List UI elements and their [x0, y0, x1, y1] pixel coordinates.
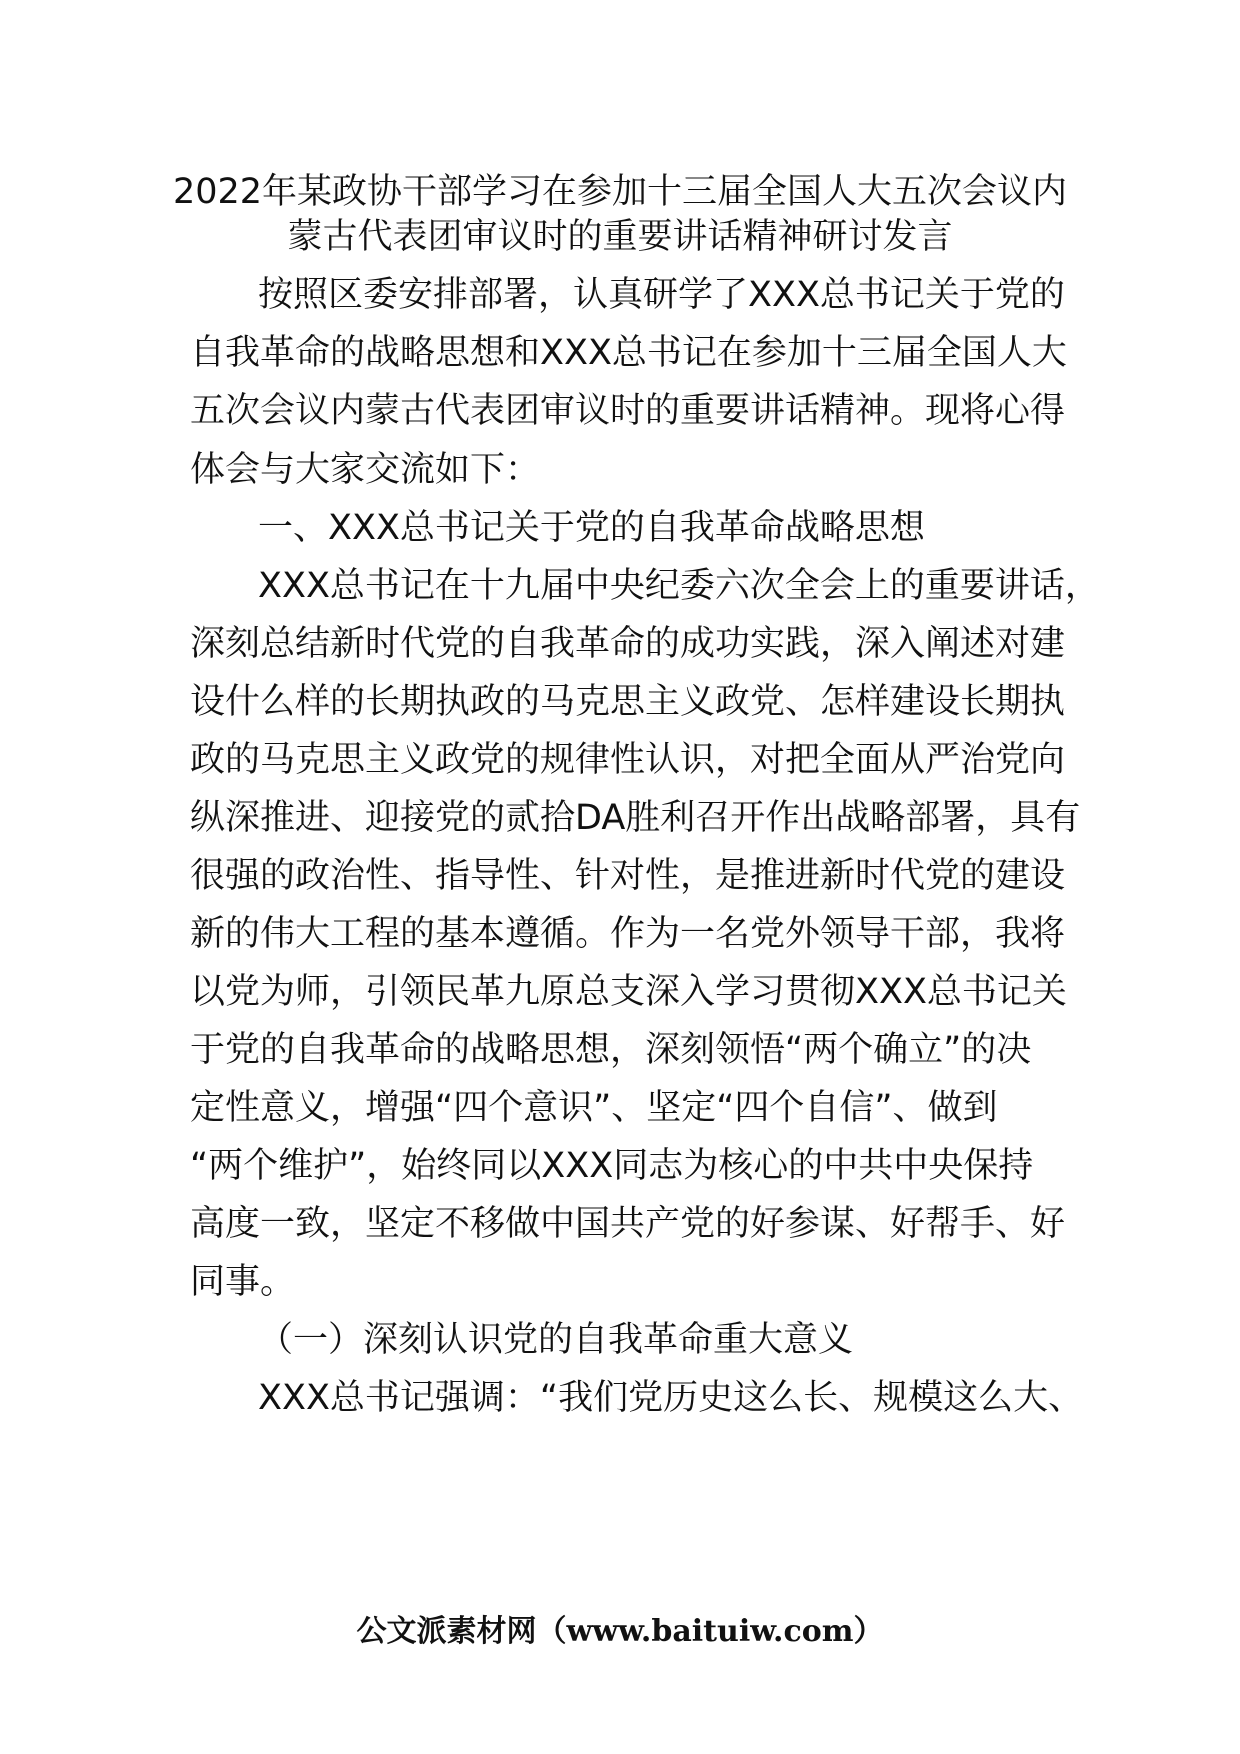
body-line: 新的伟大工程的基本遵循。作为一名党外领导干部，我将 — [190, 914, 1066, 954]
body-line: 五次会议内蒙古代表团审议时的重要讲话精神。现将心得 — [190, 391, 1066, 431]
body-line: 纵深推进、迎接党的贰拾DA胜利召开作出战略部署，具有 — [190, 798, 1081, 838]
footer-watermark: 公文派素材网（www.baituiw.com） — [356, 1614, 884, 1649]
section-heading-1: 一、XXX总书记关于党的自我革命战略思想 — [258, 508, 925, 548]
body-line: 政的马克思主义政党的规律性认识，对把全面从严治党向 — [190, 740, 1066, 780]
body-line: XXX总书记强调：“我们党历史这么长、规模这么大、 — [258, 1378, 1084, 1418]
body-line: “两个维护”，始终同以XXX同志为核心的中共中央保持 — [190, 1146, 1034, 1186]
body-line: 以党为师，引领民革九原总支深入学习贯彻XXX总书记关 — [190, 972, 1067, 1012]
body-line: 体会与大家交流如下： — [190, 450, 541, 490]
document-title-line-1: 2022年某政协干部学习在参加十三届全国人大五次会议内 — [172, 172, 1068, 212]
subsection-heading-1: （一）深刻认识党的自我革命重大意义 — [258, 1320, 854, 1360]
body-line: 设什么样的长期执政的马克思主义政党、怎样建设长期执 — [190, 682, 1066, 722]
body-line: 深刻总结新时代党的自我革命的成功实践，深入阐述对建 — [190, 624, 1066, 664]
body-line: 很强的政治性、指导性、针对性，是推进新时代党的建设 — [190, 856, 1066, 896]
body-line: 按照区委安排部署，认真研学了XXX总书记关于党的 — [258, 275, 1065, 315]
body-line: 同事。 — [190, 1262, 296, 1302]
document-title-line-2: 蒙古代表团审议时的重要讲话精神研讨发言 — [287, 217, 953, 257]
body-line: XXX总书记在十九届中央纪委六次全会上的重要讲话， — [258, 566, 1100, 606]
body-line: 定性意义，增强“四个意识”、坚定“四个自信”、做到 — [190, 1088, 998, 1128]
body-line: 于党的自我革命的战略思想，深刻领悟“两个确立”的决 — [190, 1030, 1032, 1070]
body-line: 自我革命的战略思想和XXX总书记在参加十三届全国人大 — [190, 333, 1067, 373]
body-line: 高度一致，坚定不移做中国共产党的好参谋、好帮手、好 — [190, 1204, 1066, 1244]
